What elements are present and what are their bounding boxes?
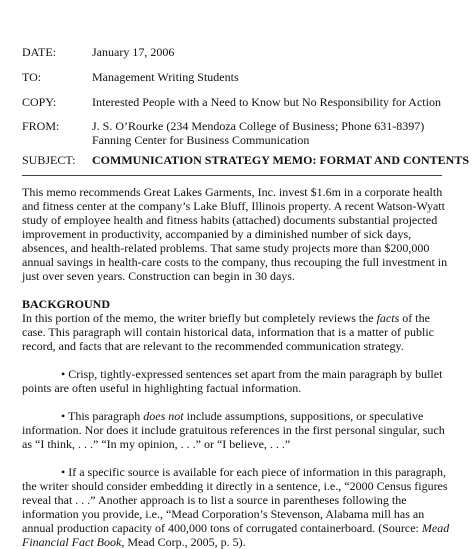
from-value-line1: J. S. O’Rourke (234 Mendoza College of Business; Phone 631-8397) [92,119,425,133]
date-label: DATE: [22,45,56,59]
memo-body [22,185,450,549]
background-text-2: of the case. This paragraph will contain historical data, information that is a matter of public record, and facts that are relevant to the recommended communication strategy. [22,311,434,353]
bullet3-text-1: • If a specific source is available for each piece of information in this paragraph, the writer should consider embedding it directly in a sentence, i.e., “2000 Census figures reveal that . . .” Another approach is to list a source in parentheses following the information you provide, i.e., “Mead Corporation’s Stevenson, Alabama mill has an annual production capacity of 400,000 tons of corrugated containerboard. (Source: [22,465,448,535]
bullet2-text-1: • This paragraph [61,409,144,423]
bullet2-emphasis: does not [143,409,184,423]
subject-value: COMMUNICATION STRATEGY MEMO: FORMAT AND CONTENTS [92,153,470,167]
from-label: FROM: [22,119,60,133]
bullet-no-assumptions [22,409,450,451]
bullet-crisp-sentences: • Crisp, tightly-expressed sentences set apart from the main paragraph by bullet points are often useful in highlighting factual information. [22,367,443,395]
bullet-sources [22,465,450,549]
copy-value: Interested People with a Need to Know but No Responsibility for Action [92,95,441,109]
date-value: January 17, 2006 [92,45,175,59]
from-value-line2: Fanning Center for Business Communication [92,133,310,147]
background-facts-emphasis: facts [376,311,400,325]
subject-label: SUBJECT: [22,153,76,167]
intro-paragraph: This memo recommends Great Lakes Garments, Inc. invest $1.6m in a corporate health and fitness center at the company’s Lake Bluff, Illinois property. A recent Watson-Wyatt study of employee health and fitness habits (attached) documents substantial projected improvement in productivity, accompanied by a diminished number of sick days, absences, and health-related problems. That same study projects more than $200,000 annual savings in health-care costs to the company, thus recouping the full investment in just over seven years. Construction can begin in 30 days. [22,185,448,283]
from-row [22,119,468,149]
bullet3-source-title: Mead Financial Fact Book [22,521,450,549]
bullet2-text-2: include assumptions, suppositions, or speculative information. Nor does it include gratuitous references in the first personal singular, such as “I think, . . .” “In my opinion, . . .” or “I believe, . . .” [22,409,445,451]
background-text-1: In this portion of the memo, the writer briefly but completely reviews the [22,311,377,325]
header-divider [22,175,442,176]
to-value: Management Writing Students [92,70,239,84]
background-paragraph [22,311,450,353]
bullet3-text-2: , Mead Corp., 2005, p. 5). [121,535,246,549]
background-heading: BACKGROUND [22,297,111,311]
copy-label: COPY: [22,95,57,109]
to-label: TO: [22,70,42,84]
